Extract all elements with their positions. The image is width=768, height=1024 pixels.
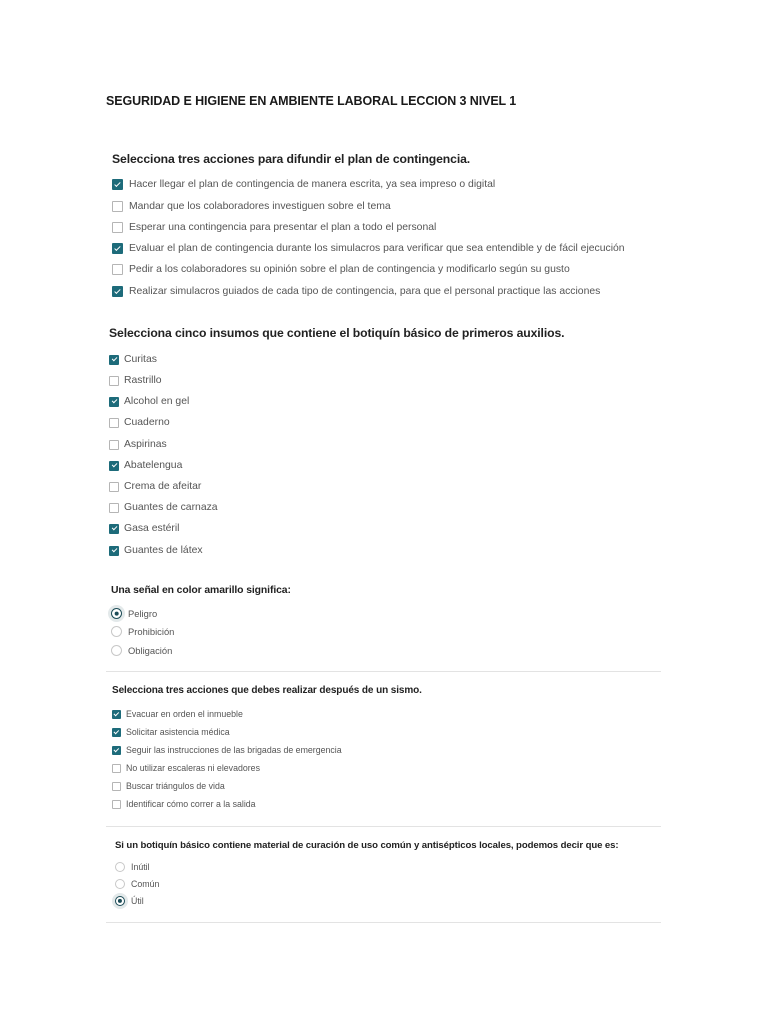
q3-option-2-label: Prohibición [128,626,175,637]
q5-option-3[interactable] [115,896,144,906]
q1-option-4-label: Evaluar el plan de contingencia durante los simulacros para verificar que sea entendible y de fácil ejecución [129,243,625,254]
q5-option-3-label: Útil [131,896,144,906]
q1-option-1-label: Hacer llegar el plan de contingencia de manera escrita, ya sea impreso o digital [129,179,496,190]
q4-option-1-label: Evacuar en orden el inmueble [126,709,243,719]
divider [106,671,661,672]
q4-option-3[interactable] [112,745,342,755]
q3-option-3[interactable] [111,645,172,656]
q4-option-1-checkbox[interactable] [112,710,121,719]
question-5-prompt: Si un botiquín básico contiene material de curación de uso común y antisépticos locales, podemos decir que es: [115,840,619,851]
q3-option-2-radio[interactable] [111,626,122,637]
question-3-prompt: Una señal en color amarillo significa: [111,585,291,596]
q4-option-2-label: Solicitar asistencia médica [126,727,230,737]
q1-option-3[interactable] [112,222,436,233]
q5-option-1[interactable] [115,862,150,872]
q1-option-1[interactable] [112,179,495,190]
q4-option-6[interactable] [112,799,256,809]
q2-option-6-label: Abatelengua [124,460,183,471]
q2-option-1[interactable] [109,354,157,365]
q2-option-9[interactable] [109,523,179,534]
q2-option-8-label: Guantes de carnaza [124,502,218,513]
q2-option-9-checkbox[interactable] [109,524,119,534]
q3-option-3-radio[interactable] [111,645,122,656]
q5-option-3-radio[interactable] [115,896,125,906]
q2-option-7-checkbox[interactable] [109,482,119,492]
q1-option-6[interactable] [112,286,600,297]
question-1-prompt: Selecciona tres acciones para difundir el plan de contingencia. [112,152,471,166]
q2-option-8[interactable] [109,502,218,513]
q1-option-4[interactable] [112,243,625,254]
q1-option-3-label: Esperar una contingencia para presentar el plan a todo el personal [129,222,437,233]
q2-option-8-checkbox[interactable] [109,503,119,513]
q2-option-3-label: Alcohol en gel [124,396,190,407]
q2-option-2-checkbox[interactable] [109,376,119,386]
q4-option-4-label: No utilizar escaleras ni elevadores [126,763,260,773]
q5-option-1-radio[interactable] [115,862,125,872]
q2-option-1-checkbox[interactable] [109,355,119,365]
q2-option-3-checkbox[interactable] [109,397,119,407]
q2-option-9-label: Gasa estéril [124,523,180,534]
q5-option-2-radio[interactable] [115,879,125,889]
question-2-prompt: Selecciona cinco insumos que contiene el botiquín básico de primeros auxilios. [109,326,565,340]
q1-option-5[interactable] [112,264,570,275]
q4-option-4-checkbox[interactable] [112,764,121,773]
q2-option-4-label: Cuaderno [124,417,170,428]
q1-option-2-checkbox[interactable] [112,201,123,212]
q4-option-6-checkbox[interactable] [112,800,121,809]
q2-option-7-label: Crema de afeitar [124,481,202,492]
q2-option-2-label: Rastrillo [124,375,162,386]
q1-option-2-label: Mandar que los colaboradores investiguen sobre el tema [129,201,391,212]
q4-option-5-label: Buscar triángulos de vida [126,781,225,791]
q2-option-6-checkbox[interactable] [109,461,119,471]
q4-option-1[interactable] [112,709,243,719]
q4-option-4[interactable] [112,763,260,773]
q1-option-6-checkbox[interactable] [112,286,123,297]
q4-option-3-label: Seguir las instrucciones de las brigadas de emergencia [126,745,342,755]
divider [106,922,661,923]
page-title: SEGURIDAD E HIGIENE EN AMBIENTE LABORAL LECCION 3 NIVEL 1 [106,94,517,108]
q2-option-6[interactable] [109,460,182,471]
q4-option-2[interactable] [112,727,230,737]
question-4-prompt: Selecciona tres acciones que debes realizar después de un sismo. [112,685,422,696]
q1-option-1-checkbox[interactable] [112,179,123,190]
q4-option-6-label: Identificar cómo correr a la salida [126,799,256,809]
q3-option-1[interactable] [111,608,157,619]
q2-option-5[interactable] [109,439,167,450]
q3-option-2[interactable] [111,626,174,637]
q3-option-3-label: Obligación [128,645,173,656]
q1-option-4-checkbox[interactable] [112,243,123,254]
q4-option-2-checkbox[interactable] [112,728,121,737]
q4-option-5[interactable] [112,781,225,791]
q2-option-10[interactable] [109,545,203,556]
divider [106,826,661,827]
q3-option-1-radio[interactable] [111,608,122,619]
q2-option-3[interactable] [109,396,189,407]
q1-option-2[interactable] [112,201,391,212]
q2-option-7[interactable] [109,481,201,492]
q2-option-1-label: Curitas [124,354,157,365]
q1-option-5-checkbox[interactable] [112,264,123,275]
q1-option-5-label: Pedir a los colaboradores su opinión sobre el plan de contingencia y modificarlo según su gusto [129,264,570,275]
q2-option-5-label: Aspirinas [124,439,167,450]
q4-option-5-checkbox[interactable] [112,782,121,791]
q5-option-2[interactable] [115,879,159,889]
q1-option-6-label: Realizar simulacros guiados de cada tipo de contingencia, para que el personal practique las acciones [129,286,601,297]
q2-option-5-checkbox[interactable] [109,440,119,450]
q2-option-10-label: Guantes de látex [124,545,203,556]
q1-option-3-checkbox[interactable] [112,222,123,233]
q5-option-1-label: Inútil [131,862,150,872]
q2-option-4[interactable] [109,417,170,428]
q2-option-2[interactable] [109,375,162,386]
q5-option-2-label: Común [131,879,160,889]
q2-option-4-checkbox[interactable] [109,418,119,428]
q4-option-3-checkbox[interactable] [112,746,121,755]
q2-option-10-checkbox[interactable] [109,546,119,556]
q3-option-1-label: Peligro [128,608,158,619]
